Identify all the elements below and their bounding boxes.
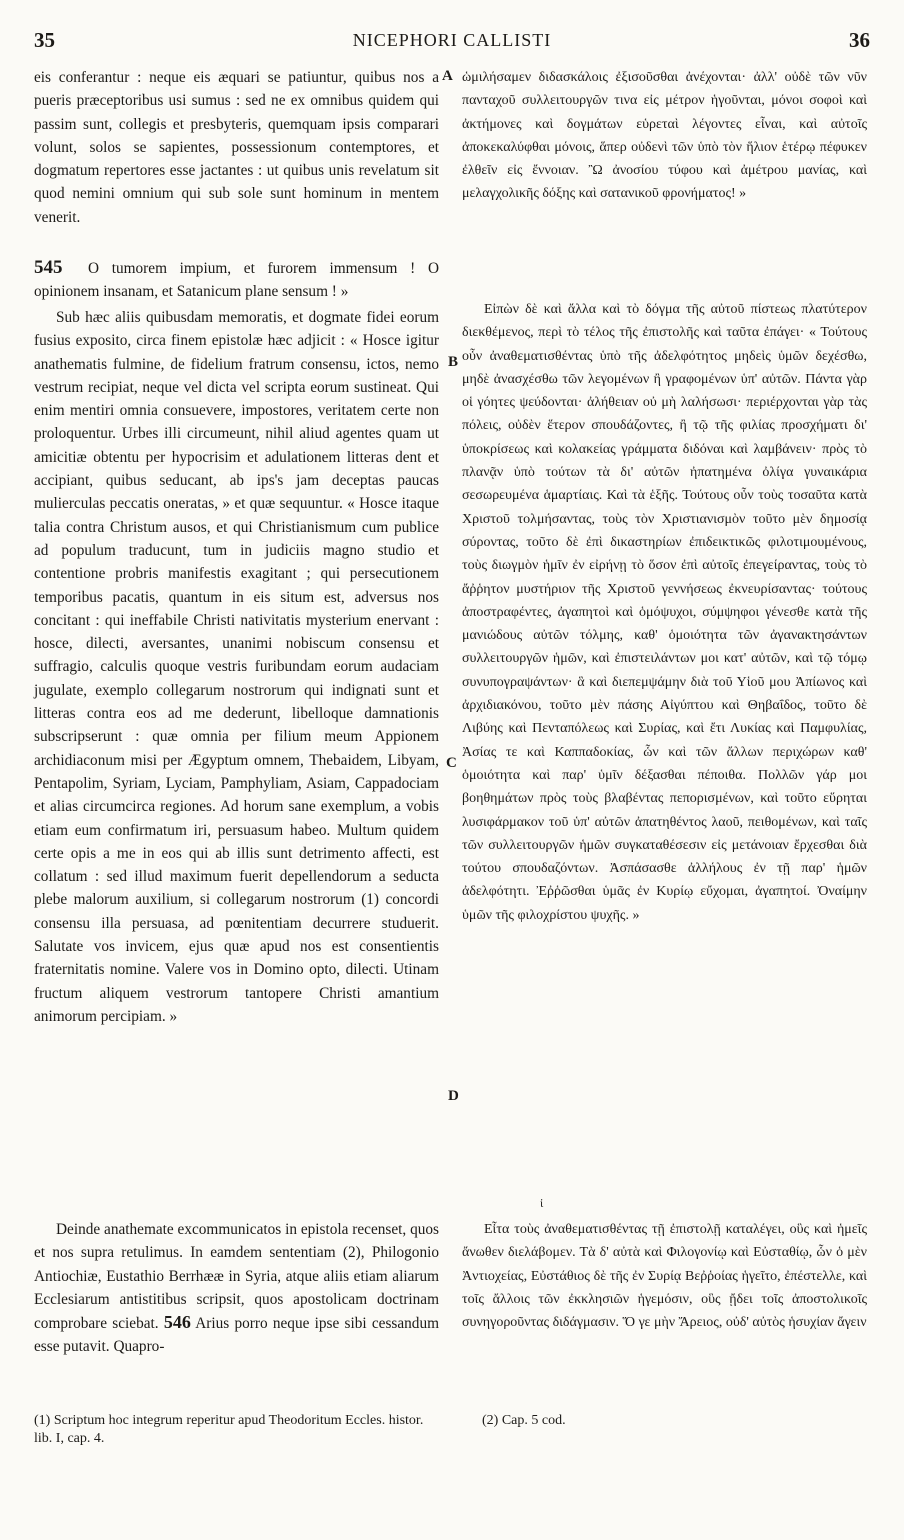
footnote-right: (2) Cap. 5 cod.	[482, 1413, 566, 1428]
page-number-left: 35	[34, 28, 55, 52]
latin-line-545	[34, 257, 439, 304]
greek-marker: ἰ	[540, 1196, 544, 1210]
latin-paragraph-3-end: Arius porro neque ipse sibi cessandum esse putavit. Quapro-	[34, 1315, 439, 1356]
section-marker-a: A	[442, 68, 453, 84]
greek-paragraph-3: Εἶτα τοὺς ἀναθεματισθέντας τῇ ἐπιστολῇ καταλέγει, οὓς καὶ ἡμεῖς ἄνωθεν διελάβομεν. Τὰ δ' αὐτὰ καὶ Φιλογονίῳ καὶ Εὐσταθίῳ, ὧν ὁ μὲν Ἀντιοχείας, Εὐστάθιος δὲ τῆς ἐν Συρίᾳ Βεῤῥοίας ἡγεῖτο, ἐπέστελλε, καὶ τοῖς ἄλλοις τῶν ἐκκλησιῶν ἡγεμόσιν, οὓς ᾔδει τοῖς ἀποστολικοῖς συνηγοροῦντας διδάγμασιν. Ὅ γε μὴν Ἄρειος, οὐδ' αὐτὸς ἡσυχίαν ἄγειν	[462, 1222, 867, 1331]
latin-paragraph-1: eis conferantur : neque eis æquari se patiuntur, quibus nos a pueris præceptoribus usi sumus : sed ne ex omnibus quidem qui passim sunt, collegis et presbyteris, quemquam ipsis comparari volunt, solos se sapientes, possessionum contemptores, et dogmatum repertores esse jactantes : ut quibus unis revelatum sit quod nemini omnium qui sub sole sunt hominum in mentem venerit.	[34, 69, 439, 226]
latin-paragraph-2: Sub hæc aliis quibusdam memoratis, et dogmate fidei eorum fusius exposito, circa finem epistolæ hæc adjicit : « Hosce igitur anathematis fulmine, de fidelium fratrum consensu, ictos, nemo vestrum recipiat, neque vel dicta vel scripta eorum sustineat. Qui enim mentiri omnia consuevere, impostores, veritatem certe non proloquentur. Urbes illi circumeunt, nihil aliud agentes quam ut amicitiæ obtentu per hypocrisim et adulationem litteras dent et accipiant, quibus seducant, ab ips's jam deceptas paucas mulierculas peccatis oneratas, » et quæ sequuntur. « Hosce itaque talia contra Christum ausos, et qui Christianismum cum publice ad populum traducunt, tum in judiciis magno studio et contentione probris manifestis exagitant ; qui persecutionem temporibus pacatis, quantum in eis situm est, adversus nos concitant : qui ineffabile Christi nativitatis mysterium enervant : hosce, dilecti, aversantes, unanimi nobiscum consensu et suffragio, calculis quoque vestris furibundam eorum audaciam jugulate, exemplo collegarum nostrorum qui indignati sunt et litteras contra eos ad me dederunt, libelloque damnationis subscripserunt : quæ omnia per filium meum Appionem archidiaconum misi per Ægyptum omnem, Thebaidem, Libyam, Pentapolim, Syriam, Lyciam, Pamphyliam, Asiam, Cappadociam et alias circumcirca regiones. Ad horum sane exemplum, a vobis etiam eum confirmatum iri, persuasum habeo. Multum quidem certe opis a me in eos qui ab illis sunt detrimento affecti, est collatum : sed illud maximum fuerit depellendorum a seducta plebe malorum auxilium, si collegarum nostrorum (1) concordi consensu illa persuasa, ad pœnitentiam decurrere studuerit. Salutate vos invicem, ejus quæ apud nos est consentientis fraternitatis nomine. Valere vos in Domino opto, dilecti. Utinam fructum aliquem vestrorum tantopere Christi amantium animorum percipiam. »	[34, 309, 439, 1025]
section-marker-c: C	[446, 755, 457, 771]
greek-paragraph-1: ὡμιλήσαμεν διδασκάλοις ἐξισοῦσθαι ἀνέχονται· ἀλλ' οὐδὲ τῶν νῦν πανταχοῦ συλλειτουργῶν τινα εἰς μέτρον ἡγοῦνται, μόνοι σοφοὶ καὶ ἀκτήμονες καὶ δογμάτων εὑρεταὶ λέγοντες εἶναι, καὶ αὐτοῖς ἀποκεκαλύφθαι μόνοις, ἅπερ οὐδενὶ τῶν ὑπὸ τὸν ἥλιον ἑτέρῳ πέφυκεν ἐλθεῖν εἰς ἔννοιαν. Ὢ ἀνοσίου τύφου καὶ ἀμέτρου μανίας, καὶ μελαγχολικῆς δόξης καὶ σατανικοῦ φρονήματος! »	[462, 70, 867, 202]
greek-column-top	[462, 66, 867, 206]
column-number-546: 546	[163, 1312, 191, 1333]
latin-paragraph-1-end: O tumorem impium, et furorem immensum ! O opinionem insanam, et Satanicum plane sensum ! »	[34, 260, 439, 301]
column-number-545: 545	[34, 257, 63, 278]
latin-column-top	[34, 66, 439, 229]
running-title: NICEPHORI CALLISTI	[352, 30, 552, 50]
greek-paragraph-2: Εἰπὼν δὲ καὶ ἄλλα καὶ τὸ δόγμα τῆς αὐτοῦ πίστεως πλατύτερον διεκθέμενος, περὶ τὸ τέλος τῆς ἐπιστολῆς καὶ ταῦτα ἐπάγει· « Τούτους οὖν ἀναθεματισθέντας ὑπὸ τῆς ἀδελφότητος μηδεὶς ὑμῶν δεχέσθω, μηδὲ ἀνασχέσθω τῶν λεγομένων ἢ γραφομένων ὑπ' αὐτῶν. Πάντα γὰρ οἱ γόητες ψεύδονται· ἀλήθειαν οὐ μὴ λαλήσωσι· περιέρχονται γὰρ τὰς πόλεις, οὐδὲν ἕτερον σπουδάζοντες, ἢ τῷ τῆς φιλίας προσχήματι δι' ὑποκρίσεως καὶ κολακείας γράμματα διδόναι καὶ λαμβάνειν· πρὸς τὸ πλανᾷν ὑπὸ τούτων τὰ δι' αὐτῶν ἠπατημένα ὀλίγα γυναικάρια σεσωρευμένα ἁμαρτίαις. Καὶ τὰ ἑξῆς. Τούτους οὖν τοὺς τοσαῦτα κατὰ Χριστοῦ τολμήσαντας, τοὺς τὸν Χριστιανισμὸν τοῦτο μὲν δημοσίᾳ σύροντας, τοῦτο δὲ ἐπὶ δικαστηρίων ἐπιδεικτικῶς φιλοτιμουμένους, τοὺς διωγμὸν ἡμῖν ἐν εἰρήνῃ τὸ ὅσον ἐπὶ αὐτοῖς ἐπεγείραντας, τοὺς τὸ ἄῤῥητον μυστήριον τῆς Χριστοῦ γεννήσεως ἐκνευρίσαντας· τούτους ἀποστραφέντες, ἀγαπητοὶ καὶ ὁμόψυχοι, σύμψηφοι γένεσθε κατὰ τῆς μανιώδους αὐτῶν τόλμης, καθ' ὁμοιότητα τῶν ἀγανακτησάντων συλλειτουργῶν ἡμῶν, καὶ ἐπιστειλάντων μοι κατ' αὐτῶν, καὶ τῷ τόμῳ συνυπογραψάντων· ἃ καὶ διεπεμψάμην διὰ τοῦ Υἱοῦ μου Ἀπίωνος καὶ ἀρχιδιακόνου, τοῦτο μὲν πάσης Αἰγύπτου καὶ Θηβαΐδος, τοῦτο δὲ Λιβύης καὶ Πενταπόλεως καὶ Συρίας, καὶ ἔτι Λυκίας καὶ Παμφυλίας, Ἀσίας τε καὶ Καππαδοκίας, ὧν καὶ τῶν ἄλλων περιχώρων καθ' ὁμοιότητα καὶ παρ' ὑμῖν δέξασθαι πέποιθα. Πολλῶν γάρ μοι βοηθημάτων πρὸς τοὺς βλαβέντας πεπορισμένων, καὶ τοῦτο εὕρηται λυσιφάρμακον τοῦ ὑπ' αὐτῶν ἀπατηθέντος λαοῦ, πειθομένων, καὶ ταῖς τῶν συλλειτουργῶν ἡμῶν συγκαταθέσεσιν εἰς μετάνοιαν ἔρχεσθαι διὰ τούτου σπουδαζόντων. Ἀσπάσασθε ἀλλήλους ἐν τῇ παρ' ἡμῶν ἀδελφότητι. Ἐῤῥῶσθαι ὑμᾶς ἐν Κυρίῳ εὔχομαι, ἀγαπητοί. Ὀναίμην ὑμῶν τῆς φιλοχρίστου ψυχῆς. »	[462, 302, 867, 923]
page-number-right: 36	[849, 28, 870, 52]
latin-column-middle	[34, 306, 439, 1028]
greek-column-middle	[462, 298, 867, 927]
greek-column-bottom	[462, 1218, 867, 1334]
latin-paragraph-3-text: Deinde anathemate excommunicatos in epistola recenset, quos et nos supra retulimus. In eamdem sententiam (2), Philogonio Antiochiæ, Eustathio Berrhææ in Syria, atque aliis etiam aliarum Ecclesiarum antistitibus scripsit, quos apostolicam doctrinam comprobare sciebat.	[34, 1221, 439, 1333]
section-marker-d: D	[448, 1088, 459, 1104]
page-header	[34, 28, 870, 58]
footnote-left: (1) Scriptum hoc integrum reperitur apud Theodoritum Eccles. histor. lib. I, cap. 4.	[34, 1413, 424, 1446]
latin-column-bottom	[34, 1218, 439, 1359]
latin-paragraph-3	[34, 1218, 439, 1359]
section-marker-b: B	[448, 354, 459, 370]
